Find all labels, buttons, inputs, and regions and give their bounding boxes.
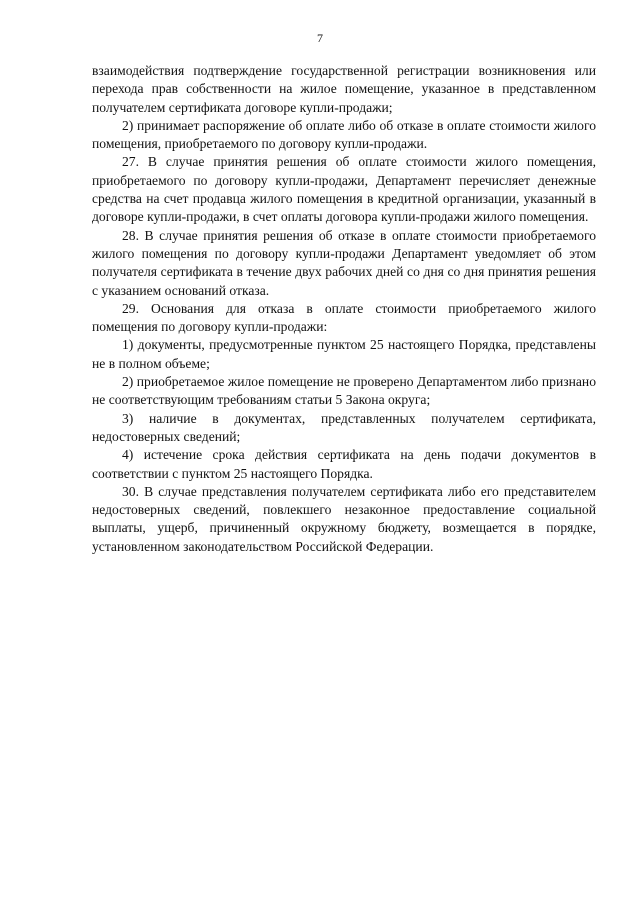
paragraph-29-item-1: 1) документы, предусмотренные пунктом 25 настоящего Порядка, представлены не в полном объеме; (92, 337, 596, 371)
paragraph-29-item-3: 3) наличие в документах, представленных получателем сертификата, недостоверных сведений; (92, 410, 596, 444)
document-body (92, 62, 596, 556)
paragraph-30: 30. В случае представления получателем сертификата либо его представителем недостоверных сведений, повлекшего незаконное предоставление социальной выплаты, ущерб, причиненный окружному бюджету, возмещается в порядке, установленном законодательством Российской Федерации. (92, 483, 596, 554)
paragraph-28: 28. В случае принятия решения об отказе в оплате стоимости приобретаемого жилого помещения по договору купли-продажи Департамент уведомляет об этом получателя сертификата в течение двух рабочих дней со дня со дня принятия решения с указанием оснований отказа. (92, 227, 596, 298)
paragraph-29-item-4: 4) истечение срока действия сертификата на день подачи документов в соответствии с пунктом 25 настоящего Порядка. (92, 447, 596, 481)
paragraph-29-item-2: 2) приобретаемое жилое помещение не проверено Департаментом либо признано не соответствующим требованиям статьи 5 Закона округа; (92, 374, 596, 408)
paragraph-subitem-2: 2) принимает распоряжение об оплате либо об отказе в оплате стоимости жилого помещения, приобретаемого по договору купли-продажи. (92, 117, 596, 152)
paragraph-continuation: взаимодействия подтверждение государственной регистрации возникновения или перехода прав собственности на жилое помещение, указанное в представленном получателем сертификата договоре купли-продажи; (92, 63, 596, 115)
page-number: 7 (317, 31, 323, 45)
paragraph-29: 29. Основания для отказа в оплате стоимости приобретаемого жилого помещения по договору купли-продажи: (92, 300, 596, 335)
paragraph-27: 27. В случае принятия решения об оплате стоимости жилого помещения, приобретаемого по договору купли-продажи, Департамент перечисляет денежные средства на счет продавца жилого помещения в кредитной организации, указанный в договоре купли-продажи, в счет оплаты договора купли-продажи жилого помещения. (92, 154, 596, 225)
